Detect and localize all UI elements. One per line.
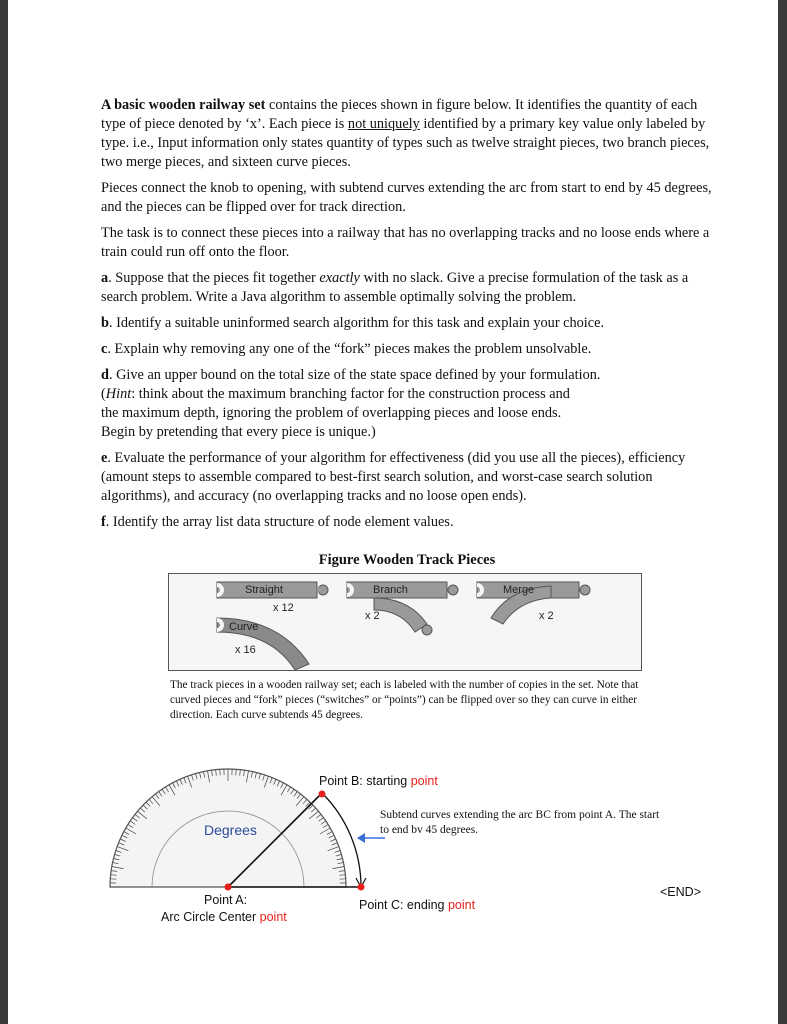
question-b-text: . Identify a suitable uninformed search algorithm for this task and explain your choice. bbox=[108, 315, 605, 331]
page-edge-right bbox=[778, 0, 787, 1024]
point-c-text: Point C: ending bbox=[359, 898, 448, 912]
question-f-text: . Identify the array list data structure of node element values. bbox=[105, 514, 454, 530]
intro-bold: A basic wooden railway set bbox=[101, 97, 266, 113]
connection-paragraph: Pieces connect the knob to opening, with subtend curves extending the arc from start to end by 45 degrees, and the pieces can be flipped over for track direction. bbox=[101, 180, 712, 215]
question-a-text-1: . Suppose that the pieces fit together bbox=[108, 270, 320, 286]
question-d-text-1: . Give an upper bound on the total size of the state space defined by your formulation. bbox=[108, 367, 601, 383]
merge-label: Merge bbox=[503, 584, 535, 596]
straight-label: Straight bbox=[245, 584, 283, 596]
intro-paragraph bbox=[101, 96, 713, 172]
point-a-label-line1: Point A: bbox=[204, 893, 248, 907]
point-a-label-line2 bbox=[161, 910, 287, 924]
curve-count: x 16 bbox=[235, 644, 256, 656]
degrees-label: Degrees bbox=[204, 822, 257, 838]
question-e bbox=[101, 449, 713, 506]
question-a-label: a bbox=[101, 270, 109, 286]
question-d-text-4: Begin by pretending that every piece is unique.) bbox=[101, 424, 376, 440]
task-paragraph: The task is to connect these pieces into a railway that has no overlapping tracks and no loose ends where a train could run off onto the floor. bbox=[101, 225, 710, 260]
point-a-red-word: point bbox=[259, 910, 287, 924]
straight-count: x 12 bbox=[273, 602, 294, 614]
point-b-red-word: point bbox=[410, 774, 438, 788]
point-c-red-word: point bbox=[447, 898, 476, 912]
curve-label: Curve bbox=[229, 621, 259, 633]
question-d-hint-word: Hint bbox=[105, 386, 132, 402]
point-a-dot bbox=[225, 884, 232, 891]
question-e-label: e bbox=[101, 450, 108, 466]
question-c-text: . Explain why removing any one of the “fork” pieces makes the problem unsolvable. bbox=[107, 341, 592, 357]
document-body bbox=[101, 96, 713, 568]
question-a bbox=[101, 269, 713, 307]
subtend-note: Subtend curves extending the arc BC from point A. The start to end bv 45 degrees. bbox=[380, 809, 660, 836]
figure-caption: The track pieces in a wooden railway set; each is labeled with the number of copies in the set. Note that curved pieces and “fork” pieces (“switches” or “points”) can be flipped over so they can curve in either direction. Each curve subtends 45 degrees. bbox=[170, 679, 639, 721]
question-c bbox=[101, 340, 713, 359]
question-d-label: d bbox=[101, 367, 109, 383]
question-e-text: . Evaluate the performance of your algorithm for effectiveness (did you use all the pieces), efficiency (amount steps to assemble compared to best-first search solution, and worst-case search solution algorithms), and accuracy (no overlapping tracks and no loose open ends). bbox=[101, 450, 686, 504]
question-a-emphasis: exactly bbox=[319, 270, 360, 286]
intro-underlined: not uniquely bbox=[347, 116, 420, 132]
question-a-text-2: with no slack. Give a precise formulation of the task as a search problem. Write a Java algorithm to assemble optimally solving the problem. bbox=[101, 270, 689, 305]
figure-title: Figure Wooden Track Pieces bbox=[318, 552, 496, 568]
question-b-label: b bbox=[101, 315, 109, 331]
question-f-label: f bbox=[101, 514, 106, 530]
intro-text-a: contains the pieces shown in figure below. It identifies the quantity of each type of piece denoted by ‘x’. Each piece is bbox=[101, 97, 698, 132]
point-c-dot bbox=[358, 884, 365, 891]
merge-count: x 2 bbox=[539, 610, 554, 622]
question-f bbox=[101, 513, 713, 532]
page-edge-left bbox=[0, 0, 8, 1024]
track-pieces-figure bbox=[168, 573, 642, 671]
point-b-text: Point B: starting bbox=[319, 774, 411, 788]
question-d-text-3: the maximum depth, ignoring the problem of overlapping pieces and loose ends. bbox=[101, 405, 562, 421]
point-b-label bbox=[319, 774, 438, 788]
point-b-dot bbox=[319, 791, 326, 798]
question-c-label: c bbox=[101, 341, 108, 357]
point-a-text: Arc Circle Center bbox=[161, 910, 260, 924]
branch-label: Branch bbox=[373, 584, 408, 596]
point-c-label bbox=[359, 898, 475, 912]
question-d bbox=[101, 366, 713, 442]
question-d-text-2: : think about the maximum branching factor for the construction process and bbox=[131, 386, 570, 402]
question-d-hint-paren: ( bbox=[101, 386, 106, 402]
end-marker: <END> bbox=[660, 885, 701, 899]
question-b bbox=[101, 314, 713, 333]
branch-count: x 2 bbox=[365, 610, 380, 622]
intro-text-b: identified by a primary key value only labeled by type. i.e., Input information only states quantity of types such as twelve straight pieces, two branch pieces, two merge pieces, and sixteen curve pieces. bbox=[101, 116, 710, 170]
